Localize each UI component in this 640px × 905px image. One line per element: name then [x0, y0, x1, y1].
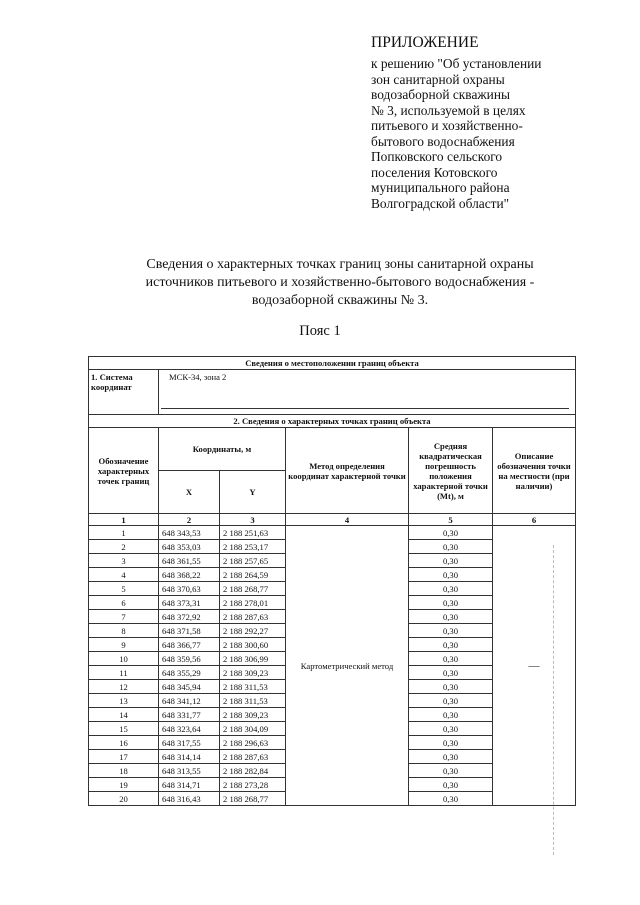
accuracy-value: 0,30	[409, 624, 493, 638]
point-number: 11	[89, 666, 159, 680]
coord-x: 648 316,43	[159, 792, 220, 806]
appendix-line: № 3, используемой в целях	[371, 102, 526, 118]
title-line: источников питьевого и хозяйственно-бытового водоснабжения -	[145, 275, 535, 290]
accuracy-value: 0,30	[409, 610, 493, 624]
accuracy-value: 0,30	[409, 652, 493, 666]
coord-x: 648 361,55	[159, 554, 220, 568]
accuracy-value: 0,30	[409, 582, 493, 596]
coord-x: 648 317,55	[159, 736, 220, 750]
coord-y: 2 188 268,77	[220, 582, 286, 596]
accuracy-value: 0,30	[409, 778, 493, 792]
column-number: 2	[159, 514, 220, 526]
point-number: 12	[89, 680, 159, 694]
accuracy-value: 0,30	[409, 680, 493, 694]
coordinate-system-value: МСК-34, зона 2	[169, 372, 227, 382]
coord-x: 648 343,53	[159, 526, 220, 540]
coord-y: 2 188 273,28	[220, 778, 286, 792]
coord-x: 648 366,77	[159, 638, 220, 652]
column-number: 3	[220, 514, 286, 526]
accuracy-value: 0,30	[409, 568, 493, 582]
coord-y: 2 188 306,99	[220, 652, 286, 666]
header-method: Метод определения координат характерной точки	[286, 428, 409, 514]
coord-y: 2 188 282,84	[220, 764, 286, 778]
point-number: 18	[89, 764, 159, 778]
appendix-reference	[371, 56, 621, 211]
point-number: 3	[89, 554, 159, 568]
point-number: 8	[89, 624, 159, 638]
coord-x: 648 355,29	[159, 666, 220, 680]
coord-y: 2 188 257,65	[220, 554, 286, 568]
point-number: 6	[89, 596, 159, 610]
coord-x: 648 372,92	[159, 610, 220, 624]
appendix-heading: ПРИЛОЖЕНИЕ	[371, 34, 479, 51]
coord-y: 2 188 309,23	[220, 666, 286, 680]
point-number: 1	[89, 526, 159, 540]
point-number: 4	[89, 568, 159, 582]
appendix-line: Волгоградской области"	[371, 195, 510, 211]
header-point: Обозначение характерных точек границ	[89, 428, 159, 514]
point-number: 10	[89, 652, 159, 666]
coord-y: 2 188 287,63	[220, 610, 286, 624]
accuracy-value: 0,30	[409, 526, 493, 540]
coord-y: 2 188 251,63	[220, 526, 286, 540]
column-number: 5	[409, 514, 493, 526]
header-y: Y	[220, 471, 286, 514]
accuracy-value: 0,30	[409, 736, 493, 750]
accuracy-value: 0,30	[409, 764, 493, 778]
coord-x: 648 341,12	[159, 694, 220, 708]
coord-y: 2 188 309,23	[220, 708, 286, 722]
section1-title: Сведения о местоположении границ объекта	[89, 357, 576, 370]
boundary-points-table	[88, 356, 576, 806]
coord-x: 648 314,71	[159, 778, 220, 792]
coord-x: 648 373,31	[159, 596, 220, 610]
coord-x: 648 345,94	[159, 680, 220, 694]
scan-artifact-line	[553, 545, 554, 855]
coord-y: 2 188 304,09	[220, 722, 286, 736]
appendix-line: бытового водоснабжения	[371, 133, 515, 149]
title-line: Сведения о характерных точках границ зоны санитарной охраны	[146, 257, 534, 272]
appendix-line: к решению "Об установлении	[371, 56, 542, 71]
accuracy-value: 0,30	[409, 666, 493, 680]
header-x: X	[159, 471, 220, 514]
point-number: 2	[89, 540, 159, 554]
accuracy-value: 0,30	[409, 694, 493, 708]
appendix-line: Попковского сельского	[371, 149, 503, 164]
table-row	[89, 526, 576, 540]
column-number: 4	[286, 514, 409, 526]
point-number: 7	[89, 610, 159, 624]
appendix-line: водозаборной скважины	[371, 87, 510, 102]
coord-y: 2 188 292,27	[220, 624, 286, 638]
appendix-block	[371, 34, 621, 211]
coordinate-system-label: 1. Система координат	[89, 370, 159, 415]
coord-y: 2 188 296,63	[220, 736, 286, 750]
coord-y: 2 188 264,59	[220, 568, 286, 582]
point-number: 13	[89, 694, 159, 708]
zone-label: Пояс 1	[299, 323, 341, 339]
underline	[161, 408, 569, 409]
coord-y: 2 188 253,17	[220, 540, 286, 554]
accuracy-value: 0,30	[409, 554, 493, 568]
coord-y: 2 188 311,53	[220, 680, 286, 694]
accuracy-value: 0,30	[409, 722, 493, 736]
point-number: 15	[89, 722, 159, 736]
coord-x: 648 313,55	[159, 764, 220, 778]
coord-y: 2 188 278,01	[220, 596, 286, 610]
point-number: 14	[89, 708, 159, 722]
appendix-line: питьевого и хозяйственно-	[371, 118, 523, 133]
appendix-line: зон санитарной охраны	[371, 71, 505, 87]
coordinate-system-cell	[159, 370, 576, 415]
point-number: 20	[89, 792, 159, 806]
point-number: 17	[89, 750, 159, 764]
coord-y: 2 188 311,53	[220, 694, 286, 708]
point-number: 16	[89, 736, 159, 750]
coord-x: 648 323,64	[159, 722, 220, 736]
point-number: 9	[89, 638, 159, 652]
point-number: 5	[89, 582, 159, 596]
header-description: Описание обозначения точки на местности (при наличии)	[493, 428, 576, 514]
coord-y: 2 188 268,77	[220, 792, 286, 806]
description-cell: —	[493, 526, 576, 806]
appendix-line: муниципального района	[371, 180, 510, 195]
coord-x: 648 314,14	[159, 750, 220, 764]
coord-x: 648 370,63	[159, 582, 220, 596]
coord-y: 2 188 287,63	[220, 750, 286, 764]
accuracy-value: 0,30	[409, 708, 493, 722]
appendix-line: поселения Котовского	[371, 164, 498, 180]
accuracy-value: 0,30	[409, 596, 493, 610]
coord-x: 648 353,03	[159, 540, 220, 554]
accuracy-value: 0,30	[409, 638, 493, 652]
method-cell: Картометрический метод	[286, 526, 409, 806]
column-number: 6	[493, 514, 576, 526]
coord-x: 648 368,22	[159, 568, 220, 582]
coord-x: 648 371,58	[159, 624, 220, 638]
coord-y: 2 188 300,60	[220, 638, 286, 652]
accuracy-value: 0,30	[409, 792, 493, 806]
header-coordinates: Координаты, м	[159, 428, 286, 471]
column-number: 1	[89, 514, 159, 526]
document-title	[80, 256, 600, 310]
accuracy-value: 0,30	[409, 540, 493, 554]
coord-x: 648 331,77	[159, 708, 220, 722]
point-number: 19	[89, 778, 159, 792]
coord-x: 648 359,56	[159, 652, 220, 666]
header-accuracy: Средняя квадратическая погрешность положения характерной точки (Mt), м	[409, 428, 493, 514]
section2-title: 2. Сведения о характерных точках границ объекта	[89, 415, 576, 428]
accuracy-value: 0,30	[409, 750, 493, 764]
title-line: водозаборной скважины № 3.	[251, 293, 429, 308]
